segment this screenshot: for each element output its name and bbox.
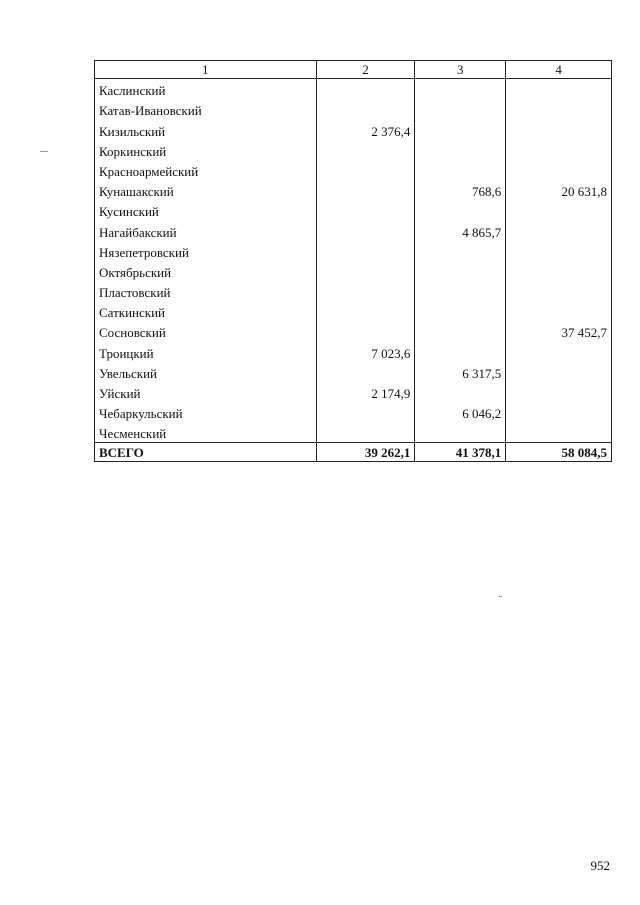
value-col2 bbox=[316, 301, 415, 321]
value-col4 bbox=[506, 99, 612, 119]
column-header-1: 1 bbox=[95, 61, 317, 79]
value-col3 bbox=[415, 241, 506, 261]
data-table bbox=[94, 60, 612, 462]
value-col2: 2 376,4 bbox=[316, 119, 415, 139]
table-row bbox=[95, 341, 612, 361]
value-col4: 37 452,7 bbox=[506, 321, 612, 341]
value-col3 bbox=[415, 341, 506, 361]
value-col2: 2 174,9 bbox=[316, 382, 415, 402]
value-col2 bbox=[316, 140, 415, 160]
district-name: Чебаркульский bbox=[95, 402, 317, 422]
value-col2 bbox=[316, 281, 415, 301]
value-col4 bbox=[506, 341, 612, 361]
value-col2 bbox=[316, 241, 415, 261]
district-name: Троицкий bbox=[95, 341, 317, 361]
value-col4 bbox=[506, 241, 612, 261]
table-row bbox=[95, 119, 612, 139]
value-col4 bbox=[506, 200, 612, 220]
total-label: ВСЕГО bbox=[95, 443, 317, 462]
header-row bbox=[95, 61, 612, 79]
district-name: Кунашакский bbox=[95, 180, 317, 200]
table-row bbox=[95, 362, 612, 382]
value-col3 bbox=[415, 99, 506, 119]
value-col4 bbox=[506, 160, 612, 180]
value-col4 bbox=[506, 281, 612, 301]
value-col3 bbox=[415, 422, 506, 443]
total-value-col4: 58 084,5 bbox=[506, 443, 612, 462]
value-col3 bbox=[415, 79, 506, 100]
value-col3 bbox=[415, 382, 506, 402]
district-name: Коркинский bbox=[95, 140, 317, 160]
district-name: Каслинский bbox=[95, 79, 317, 100]
district-name: Кизильский bbox=[95, 119, 317, 139]
table-row bbox=[95, 422, 612, 443]
value-col4 bbox=[506, 220, 612, 240]
value-col3: 768,6 bbox=[415, 180, 506, 200]
table-body bbox=[95, 79, 612, 443]
table-row bbox=[95, 402, 612, 422]
value-col4 bbox=[506, 119, 612, 139]
value-col2 bbox=[316, 422, 415, 443]
total-row bbox=[95, 443, 612, 462]
value-col2 bbox=[316, 180, 415, 200]
district-name: Сосновский bbox=[95, 321, 317, 341]
value-col4 bbox=[506, 140, 612, 160]
page-number: 952 bbox=[590, 858, 610, 873]
value-col4 bbox=[506, 79, 612, 100]
column-header-4: 4 bbox=[506, 61, 612, 79]
district-name: Пластовский bbox=[95, 281, 317, 301]
column-header-2: 2 bbox=[316, 61, 415, 79]
district-name: Красноармейский bbox=[95, 160, 317, 180]
scan-speck bbox=[499, 596, 502, 597]
value-col3 bbox=[415, 281, 506, 301]
column-header-3: 3 bbox=[415, 61, 506, 79]
value-col3: 4 865,7 bbox=[415, 220, 506, 240]
value-col2 bbox=[316, 362, 415, 382]
value-col4 bbox=[506, 402, 612, 422]
value-col3: 6 046,2 bbox=[415, 402, 506, 422]
district-name: Чесменский bbox=[95, 422, 317, 443]
value-col3 bbox=[415, 261, 506, 281]
value-col2 bbox=[316, 402, 415, 422]
table-row bbox=[95, 241, 612, 261]
value-col2 bbox=[316, 79, 415, 100]
value-col3 bbox=[415, 119, 506, 139]
value-col4 bbox=[506, 422, 612, 443]
table-row bbox=[95, 160, 612, 180]
value-col3: 6 317,5 bbox=[415, 362, 506, 382]
value-col2 bbox=[316, 321, 415, 341]
district-name: Уйский bbox=[95, 382, 317, 402]
value-col4 bbox=[506, 261, 612, 281]
value-col2 bbox=[316, 160, 415, 180]
table-row bbox=[95, 200, 612, 220]
value-col2 bbox=[316, 261, 415, 281]
value-col2: 7 023,6 bbox=[316, 341, 415, 361]
value-col2 bbox=[316, 200, 415, 220]
table-row bbox=[95, 180, 612, 200]
value-col2 bbox=[316, 99, 415, 119]
district-name: Нязепетровский bbox=[95, 241, 317, 261]
district-name: Саткинский bbox=[95, 301, 317, 321]
value-col4 bbox=[506, 362, 612, 382]
district-name: Увельский bbox=[95, 362, 317, 382]
value-col3 bbox=[415, 321, 506, 341]
scan-speck bbox=[40, 151, 48, 152]
value-col4 bbox=[506, 382, 612, 402]
table-row bbox=[95, 321, 612, 341]
table-row bbox=[95, 281, 612, 301]
table-row bbox=[95, 99, 612, 119]
table-row bbox=[95, 79, 612, 100]
table-row bbox=[95, 140, 612, 160]
value-col3 bbox=[415, 140, 506, 160]
value-col2 bbox=[316, 220, 415, 240]
district-name: Нагайбакский bbox=[95, 220, 317, 240]
district-name: Катав-Ивановский bbox=[95, 99, 317, 119]
district-name: Октябрьский bbox=[95, 261, 317, 281]
value-col3 bbox=[415, 301, 506, 321]
value-col3 bbox=[415, 160, 506, 180]
value-col3 bbox=[415, 200, 506, 220]
total-value-col3: 41 378,1 bbox=[415, 443, 506, 462]
district-name: Кусинский bbox=[95, 200, 317, 220]
table-row bbox=[95, 301, 612, 321]
table-row bbox=[95, 220, 612, 240]
table-row bbox=[95, 382, 612, 402]
total-value-col2: 39 262,1 bbox=[316, 443, 415, 462]
value-col4: 20 631,8 bbox=[506, 180, 612, 200]
value-col4 bbox=[506, 301, 612, 321]
table-row bbox=[95, 261, 612, 281]
